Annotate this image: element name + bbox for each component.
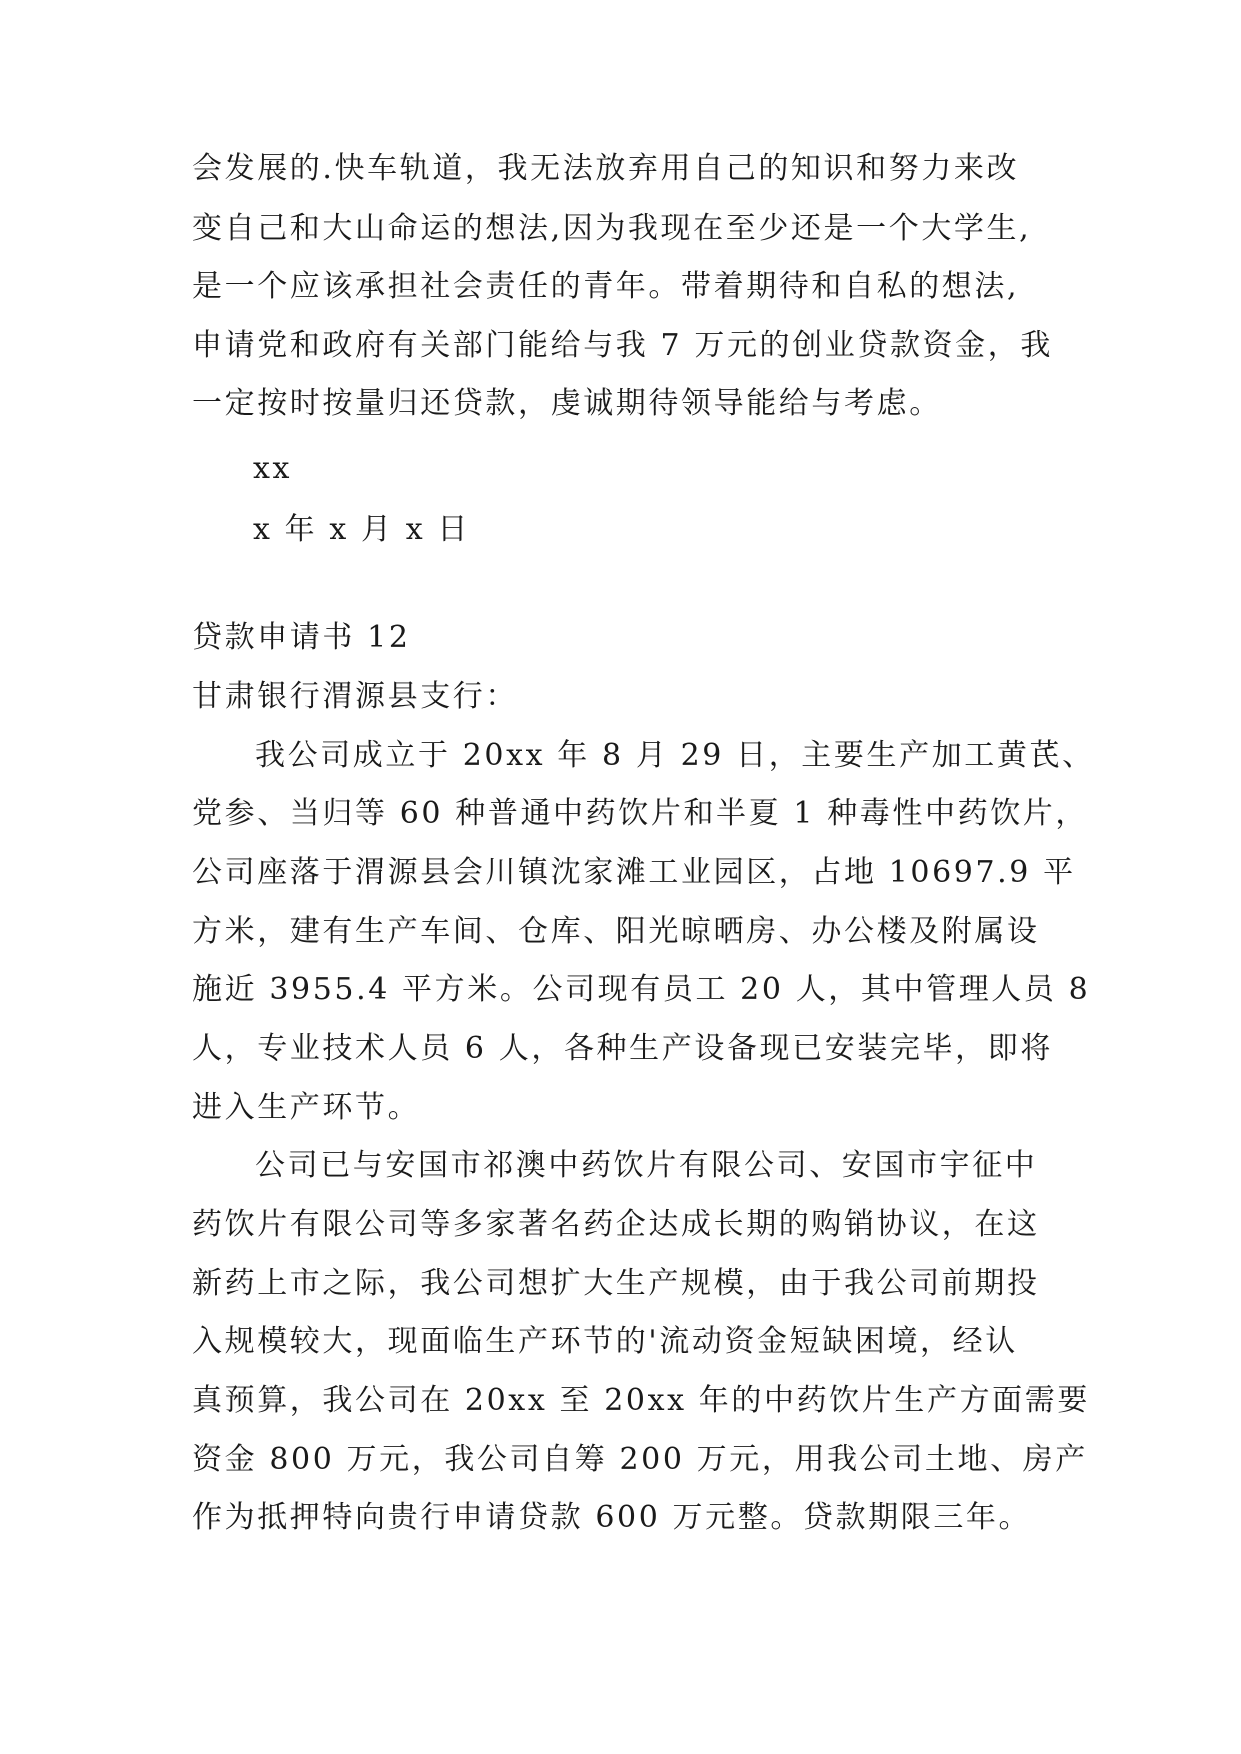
body-line: 党参、当归等 60 种普通中药饮片和半夏 1 种毒性中药饮片， (192, 796, 1089, 831)
body-line: 药饮片有限公司等多家著名药企达成长期的购销协议，在这 (192, 1207, 1040, 1242)
body-line: 是一个应该承担社会责任的青年。带着期待和自私的想法, (192, 269, 1020, 304)
body-line: 作为抵押特向贵行申请贷款 600 万元整。贷款期限三年。 (192, 1500, 1032, 1535)
body-line: 一定按时按量归还贷款，虔诚期待领导能给与考虑。 (192, 386, 942, 421)
date: x 年 x 月 x 日 (253, 512, 471, 547)
body-line: 我公司成立于 20xx 年 8 月 29 日，主要生产加工黄芪、 (255, 738, 1095, 773)
body-line: 变自己和大山命运的想法,因为我现在至少还是一个大学生, (192, 211, 1032, 246)
section-title: 贷款申请书 12 (192, 620, 411, 655)
body-line: 会发展的.快车轨道，我无法放弃用自己的知识和努力来改 (192, 151, 1020, 186)
body-line: 资金 800 万元，我公司自筹 200 万元，用我公司土地、房产 (192, 1442, 1088, 1477)
body-line: 进入生产环节。 (192, 1090, 421, 1125)
salutation: 甘肃银行渭源县支行： (192, 679, 518, 714)
body-line: 公司已与安国市祁澳中药饮片有限公司、安国市宇征中 (255, 1148, 1038, 1183)
body-line: 方米，建有生产车间、仓库、阳光晾晒房、办公楼及附属设 (192, 914, 1040, 949)
signature: xx (253, 451, 293, 486)
body-line: 公司座落于渭源县会川镇沈家滩工业园区，占地 10697.9 平 (192, 855, 1076, 890)
body-line: 人，专业技术人员 6 人，各种生产设备现已安装完毕，即将 (192, 1031, 1053, 1066)
body-line: 施近 3955.4 平方米。公司现有员工 20 人，其中管理人员 8 (192, 972, 1091, 1007)
body-line: 真预算，我公司在 20xx 至 20xx 年的中药饮片生产方面需要 (192, 1383, 1090, 1418)
body-line: 新药上市之际，我公司想扩大生产规模，由于我公司前期投 (192, 1266, 1040, 1301)
body-line: 入规模较大，现面临生产环节的'流动资金短缺困境，经认 (192, 1324, 1018, 1359)
body-line: 申请党和政府有关部门能给与我 7 万元的创业贷款资金，我 (192, 328, 1053, 363)
